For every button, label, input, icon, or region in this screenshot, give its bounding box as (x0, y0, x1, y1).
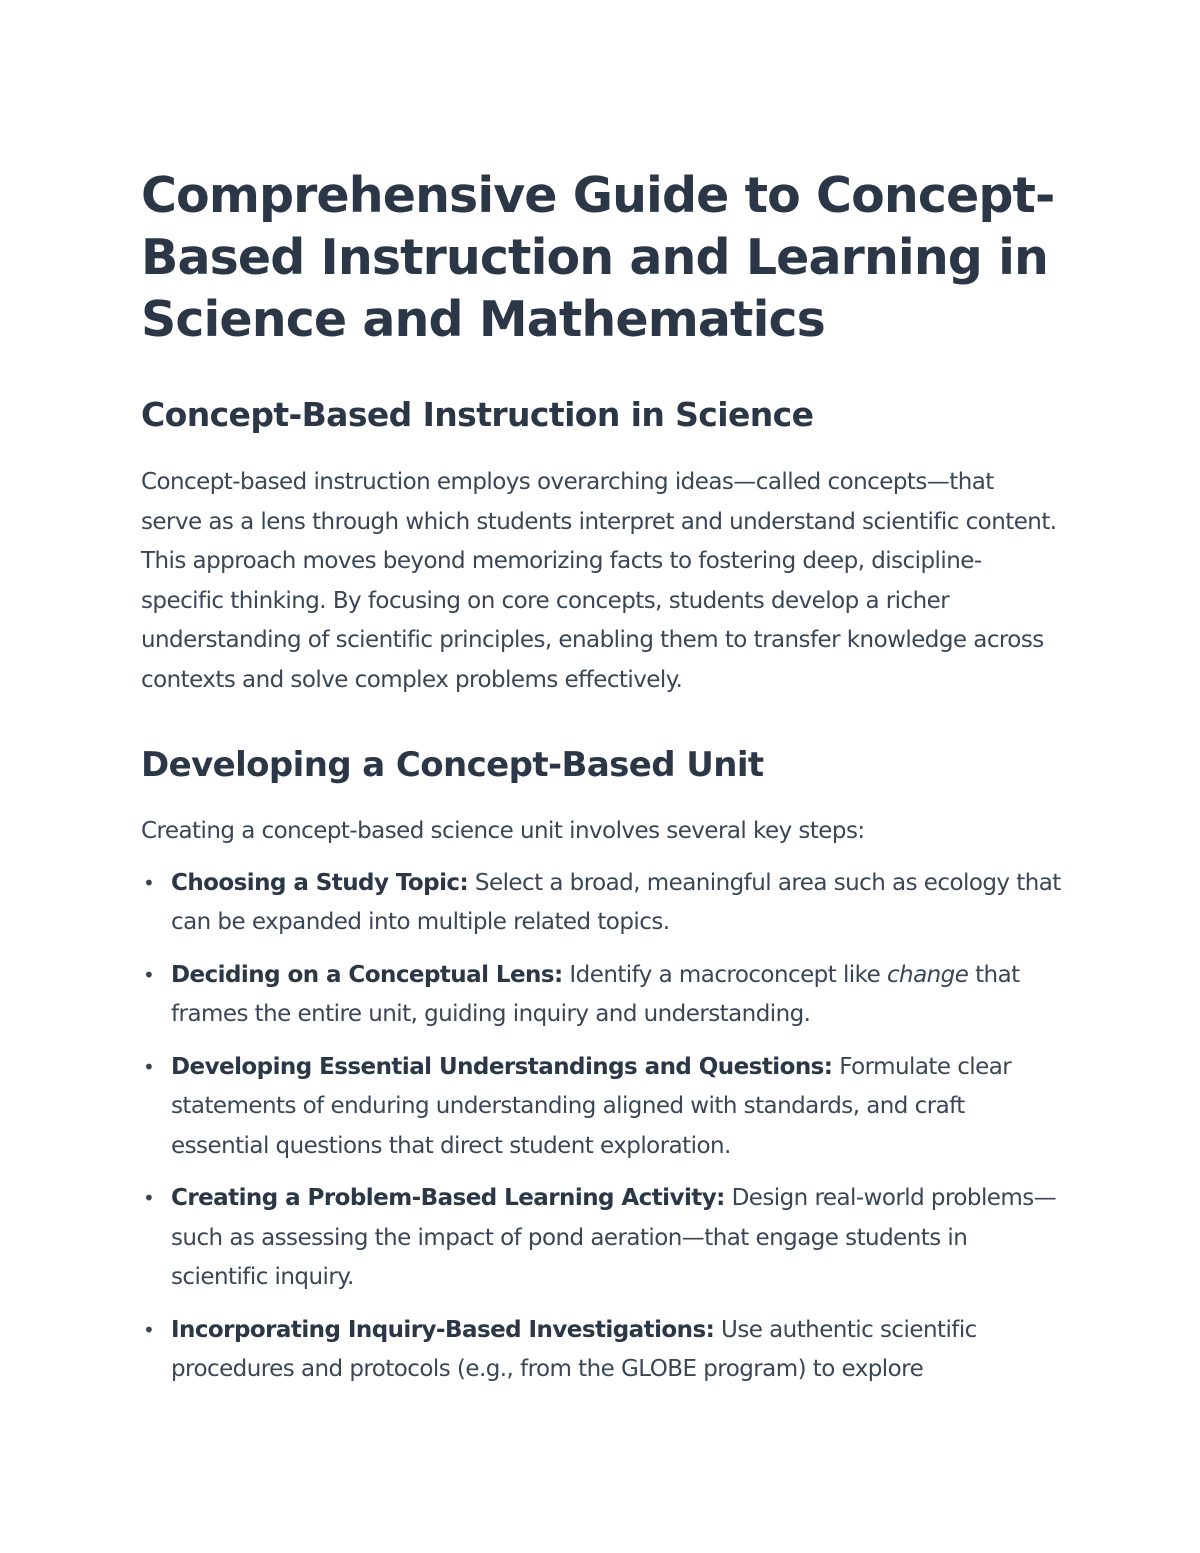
list-item (141, 864, 1061, 943)
bullet-icon: • (143, 1317, 155, 1342)
step-term: Incorporating Inquiry-Based Investigations: (171, 1316, 715, 1343)
step-term: Deciding on a Conceptual Lens: (171, 961, 563, 988)
document-title: Comprehensive Guide to Concept-Based Instruction and Learning in Science and Mathematics (141, 167, 1055, 348)
step-term: Choosing a Study Topic: (171, 869, 469, 896)
list-item (141, 1048, 1061, 1167)
step-text: Formulate clear statements of enduring understanding aligned with standards, and craft essential questions that direct student exploration. (171, 1053, 1012, 1159)
list-item (141, 1311, 1061, 1390)
step-text: Select a broad, meaningful area such as ecology that can be expanded into multiple related topics. (171, 869, 1061, 935)
bullet-icon: • (143, 962, 155, 987)
bullet-icon: • (143, 1186, 155, 1210)
list-item (141, 956, 1061, 1035)
bullet-icon: • (143, 1054, 155, 1079)
step-term: Developing Essential Understandings and Questions: (171, 1053, 833, 1080)
step-emphasis: change (886, 961, 969, 988)
section-heading-developing-unit: Developing a Concept-Based Unit (141, 745, 764, 785)
step-text: that frames the entire unit, guiding inquiry and understanding. (171, 961, 1020, 1027)
step-term: Creating a Problem-Based Learning Activity: (171, 1185, 725, 1211)
step-text: Identify a macroconcept like (562, 961, 887, 988)
section-heading-concept-based-instruction: Concept-Based Instruction in Science (141, 395, 814, 434)
document-page (141, 165, 1061, 1403)
steps-intro: Creating a concept-based science unit involves several key steps: (141, 818, 865, 844)
step-text: Use authentic scientific procedures and protocols (e.g., from the GLOBE program) to explore (171, 1316, 977, 1382)
step-text: Design real-world problems—such as assessing the impact of pond aeration—that engage students in scientific inquiry. (171, 1185, 1057, 1290)
steps-list (141, 864, 1061, 1390)
bullet-icon: • (143, 870, 155, 895)
section-paragraph: Concept-based instruction employs overarching ideas—called concepts—that serve as a lens through which students interpret and understand scientific content. This approach moves beyond memorizing facts to fostering deep, discipline-specific thinking. By focusing on core concepts, students develop a richer understanding of scientific principles, enabling them to transfer knowledge across contexts and solve complex problems effectively. (141, 469, 1057, 693)
list-item (141, 1179, 1061, 1298)
